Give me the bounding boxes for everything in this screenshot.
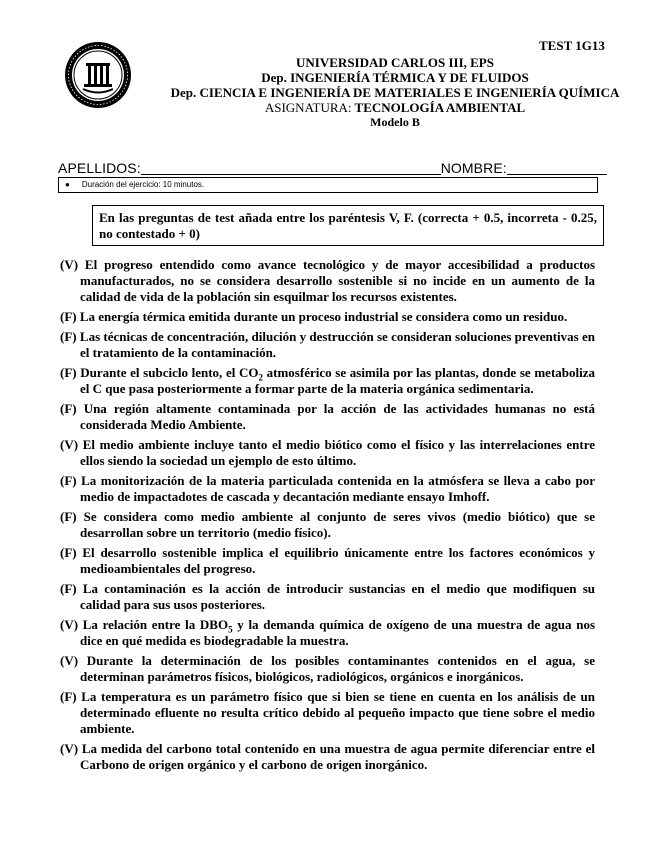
question-list <box>60 257 595 777</box>
question-text: La relación entre la DBO <box>82 617 229 632</box>
department-2: Dep. CIENCIA E INGENIERÍA DE MATERIALES E INGENIERÍA QUÍMICA <box>170 85 620 100</box>
question-item <box>60 581 595 613</box>
name-field[interactable] <box>507 160 607 175</box>
instructions-box: En las preguntas de test añada entre los paréntesis V, F. (correcta + 0.5, incorreta - 0.25, no contestado + 0) <box>92 205 604 246</box>
question-item <box>60 741 595 773</box>
question-text: Durante el subciclo lento, el CO <box>80 365 259 380</box>
question-text: El progreso entendido como avance tecnológico y de mayor accesibilidad a productos manufacturados, no se considera desarrollo sostenible si no incide en un aumento de la calidad de vida de la población sin esquilmar los recursos existentes. <box>80 257 596 304</box>
question-text: Una región altamente contaminada por la acción de las actividades humanas no está considerada Medio Ambiente. <box>80 401 595 432</box>
question-text: La energía térmica emitida durante un proceso industrial se considera como un residuo. <box>79 309 568 324</box>
question-item <box>60 365 595 397</box>
question-text: atmosférico se asimila por las plantas, donde se metaboliza el C que pasa posteriormente a formar parte de la materia orgánica sedimentaria. <box>80 365 595 396</box>
answer-mark[interactable]: (F) <box>60 365 77 380</box>
answer-mark[interactable]: (F) <box>60 473 77 488</box>
name-label: NOMBRE: <box>440 160 507 176</box>
subject-name: TECNOLOGÍA AMBIENTAL <box>354 100 526 115</box>
answer-mark[interactable]: (V) <box>60 617 79 632</box>
question-text: Las técnicas de concentración, dilución y destrucción se consideran soluciones preventivas en el tratamiento de la contaminación. <box>79 329 596 360</box>
answer-mark[interactable]: (F) <box>60 581 77 596</box>
answer-mark[interactable]: (V) <box>60 437 79 452</box>
student-fields <box>58 160 603 176</box>
question-text: La contaminación es la acción de introducir sustancias en el medio que modifiquen su calidad para sus usos posteriores. <box>80 581 596 612</box>
answer-mark[interactable]: (F) <box>60 509 77 524</box>
question-text: La temperatura es un parámetro físico que si bien se tiene en cuenta en los análisis de un determinado efluente no resulta crítico debido al pequeño impacto que tiene sobre el medio ambiente. <box>80 689 596 736</box>
question-item <box>60 401 595 433</box>
duration-box <box>58 177 598 193</box>
question-text: La monitorización de la materia particulada contenida en la atmósfera se lleva a cabo por medio de impactadotes de cascada y decantación mediante ensayo Imhoff. <box>80 473 596 504</box>
subject-label: ASIGNATURA: <box>264 100 352 115</box>
answer-mark[interactable]: (F) <box>60 689 77 704</box>
question-item <box>60 437 595 469</box>
answer-mark[interactable]: (F) <box>60 309 77 324</box>
question-text: El desarrollo sostenible implica el equilibrio únicamente entre los factores económicos y medioambientales del progreso. <box>80 545 595 576</box>
question-text: El medio ambiente incluye tanto el medio biótico como el físico y las interrelaciones entre ellos siendo la sociedad un ejemplo de esto último. <box>80 437 596 468</box>
question-text: Se considera como medio ambiente al conjunto de seres vivos (medio biótico) que se desarrollan sobre un territorio (medio físico). <box>80 509 596 540</box>
test-code: TEST 1G13 <box>539 38 605 53</box>
answer-mark[interactable]: (F) <box>60 401 77 416</box>
question-text: La medida del carbono total contenido en una muestra de agua permite diferenciar entre el Carbono de origen orgánico y el carbono de origen inorgánico. <box>80 741 595 772</box>
duration-text: Duración del ejercicio: 10 minutos. <box>81 180 205 189</box>
question-item <box>60 257 595 305</box>
question-item <box>60 689 595 737</box>
question-item <box>60 309 595 325</box>
subscript: 2 <box>258 372 263 383</box>
exam-model: Modelo B <box>370 115 420 129</box>
answer-mark[interactable]: (V) <box>60 653 79 668</box>
university-name: UNIVERSIDAD CARLOS III, EPS <box>296 55 494 70</box>
answer-mark[interactable]: (V) <box>60 257 79 272</box>
question-item <box>60 473 595 505</box>
answer-mark[interactable]: (F) <box>60 545 77 560</box>
question-text: y la demanda química de oxígeno de una muestra de agua nos dice en qué medida es biodegradable la muestra. <box>80 617 596 648</box>
question-text: Durante la determinación de los posibles contaminantes contenidos en el agua, se determinan parámetros físicos, biológicos, radiológicos, orgánicos e inorgánicos. <box>80 653 595 684</box>
subject-line <box>120 100 655 115</box>
answer-mark[interactable]: (V) <box>60 741 79 756</box>
question-item <box>60 617 595 649</box>
question-item <box>60 653 595 685</box>
surname-label: APELLIDOS: <box>58 160 141 176</box>
subscript: 5 <box>228 624 233 635</box>
department-1: Dep. INGENIERÍA TÉRMICA Y DE FLUIDOS <box>261 70 529 85</box>
question-item <box>60 545 595 577</box>
bullet-icon: ● <box>65 180 70 189</box>
question-item <box>60 329 595 361</box>
answer-mark[interactable]: (F) <box>60 329 77 344</box>
surname-field[interactable] <box>141 160 441 175</box>
question-item <box>60 509 595 541</box>
